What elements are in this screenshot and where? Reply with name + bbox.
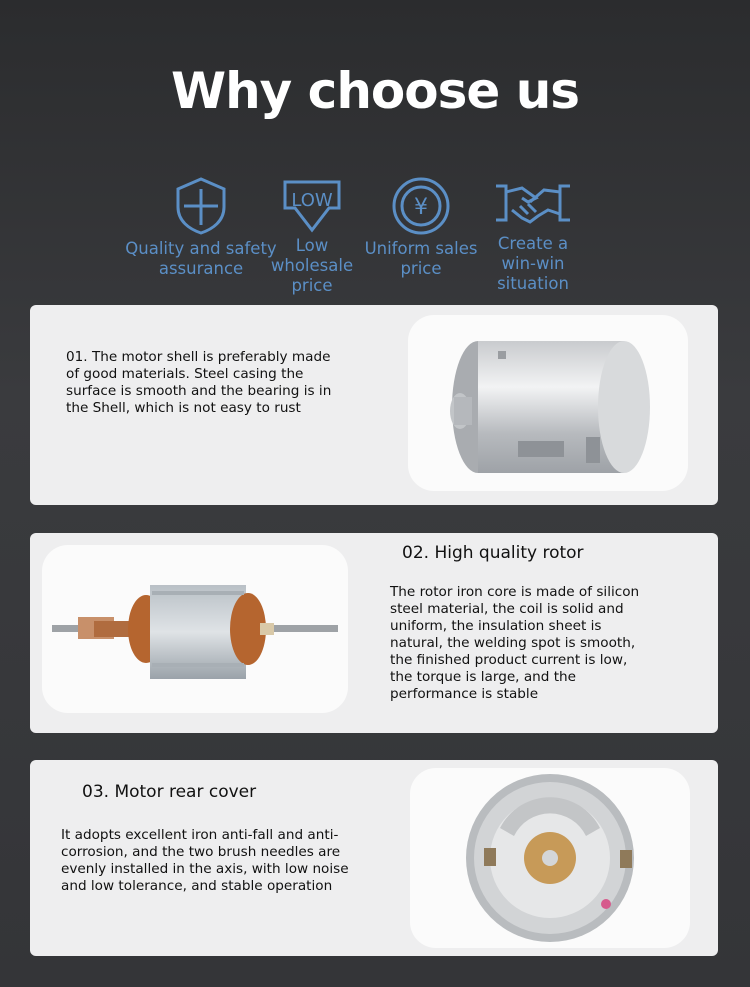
rotor-photo <box>42 545 348 713</box>
section-text: It adopts excellent iron anti-fall and anti-corrosion, and the two brush needles are evenly installed in the axis, with low noise and low tolerance, and stable operation <box>61 827 349 894</box>
feature-label: price <box>291 276 333 295</box>
low-arrow-icon <box>275 178 349 234</box>
feature-label: Quality and safety <box>125 239 277 258</box>
yen-coin-icon <box>390 175 452 237</box>
feature-uniform-price <box>358 175 484 279</box>
section-motor-shell <box>30 305 718 505</box>
section-text: 01. The motor shell is preferably made of good materials. Steel casing the surface is smooth and the bearing is in the Shell, which is not easy to rust <box>66 349 332 416</box>
section-rear-cover <box>30 760 718 956</box>
feature-label: win-win <box>501 254 565 273</box>
section-rotor <box>30 533 718 733</box>
feature-label: Uniform sales <box>364 239 478 258</box>
feature-label: Low <box>295 236 329 255</box>
yen-logo-text: ¥ <box>414 195 428 220</box>
section-heading: 03. Motor rear cover <box>82 782 257 802</box>
feature-label: wholesale <box>270 256 354 275</box>
feature-win-win <box>480 180 586 294</box>
feature-label: situation <box>497 274 569 293</box>
motor-shell-photo <box>408 315 688 491</box>
feature-label: price <box>400 259 442 278</box>
feature-low-price <box>262 178 362 296</box>
shield-cross-icon <box>170 175 232 237</box>
feature-label: Create a <box>497 234 569 253</box>
rear-cover-photo <box>410 768 690 948</box>
handshake-icon <box>492 180 574 232</box>
page-title: Why choose us <box>170 62 580 120</box>
feature-label: assurance <box>158 259 244 278</box>
section-text: The rotor iron core is made of silicon steel material, the coil is solid and uniform, the insulation sheet is natural, the welding spot is smooth, the finished product current is low, the torque is large, and the performance is stable <box>390 584 640 702</box>
low-logo-text: LOW <box>291 190 333 211</box>
section-heading: 02. High quality rotor <box>402 543 584 563</box>
